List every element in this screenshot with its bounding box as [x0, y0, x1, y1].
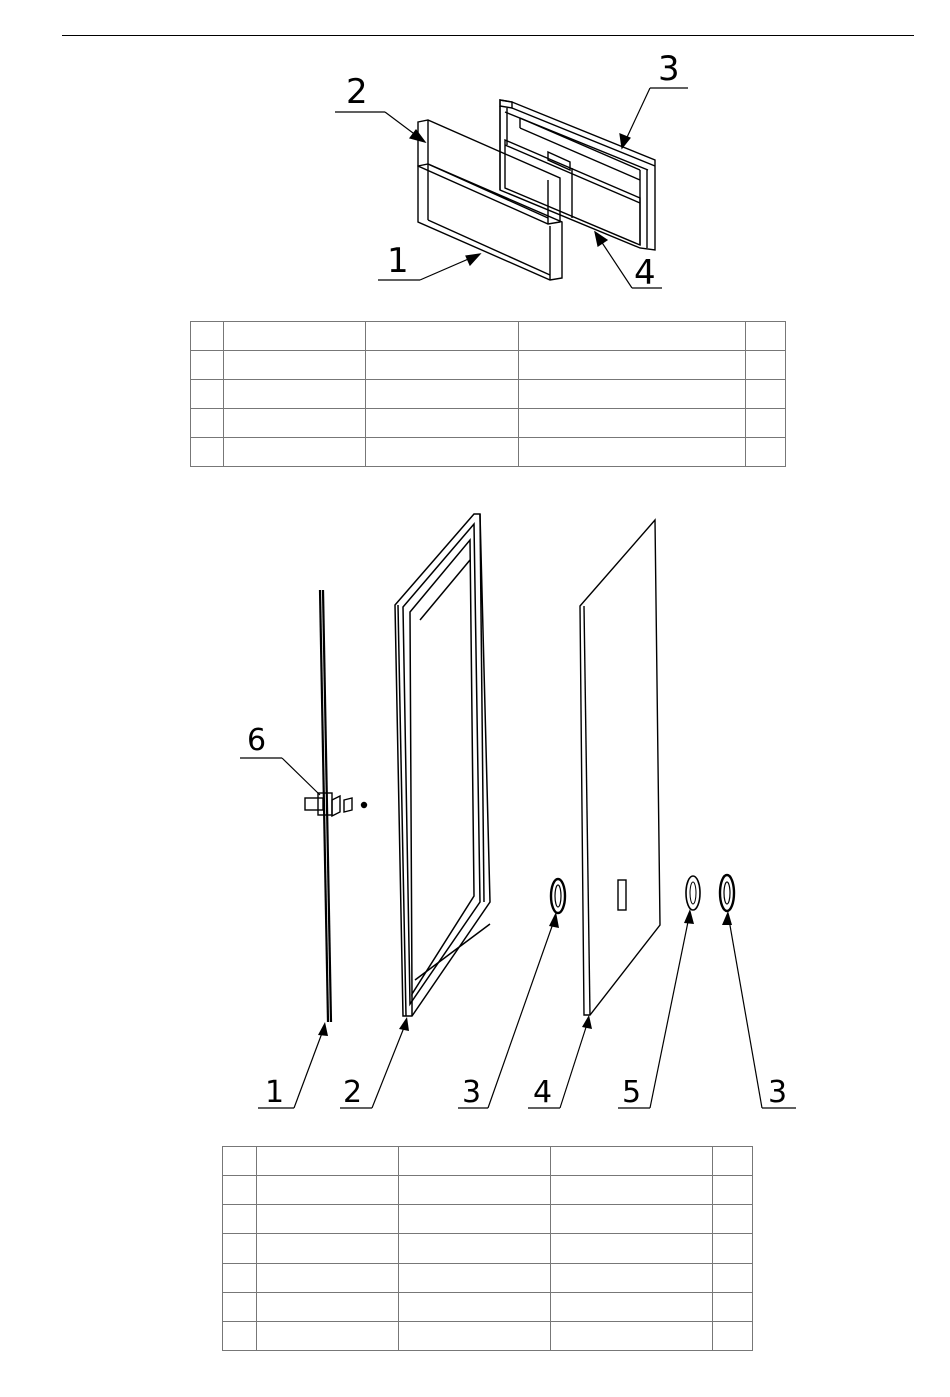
- callout-3-door: 3: [462, 1075, 482, 1110]
- table-cell: [551, 1292, 713, 1321]
- table-cell: [551, 1321, 713, 1350]
- callout-3b-door: 3: [768, 1075, 788, 1110]
- table-cell: [365, 380, 519, 409]
- table-cell: [519, 380, 746, 409]
- table-cell: [223, 1321, 257, 1350]
- door-leader-lines: [240, 758, 796, 1108]
- door-panel: [580, 520, 660, 1015]
- table-cell: [519, 409, 746, 438]
- table-cell: [713, 1321, 753, 1350]
- callout-1-top: 1: [387, 241, 409, 281]
- door-assembly-parts: [305, 514, 734, 1022]
- table-cell: [713, 1234, 753, 1263]
- top-parts-table: [190, 321, 786, 467]
- housing-box: [500, 100, 655, 250]
- table-cell: [223, 409, 365, 438]
- door-parts-table: [222, 1146, 753, 1351]
- table-row: [223, 1147, 753, 1176]
- table-cell: [713, 1263, 753, 1292]
- table-cell: [398, 1176, 551, 1205]
- front-panel: [418, 164, 562, 280]
- table-cell: [398, 1147, 551, 1176]
- table-cell: [551, 1205, 713, 1234]
- handle-rings: [551, 875, 734, 913]
- table-row: [191, 438, 786, 467]
- table-cell: [223, 1176, 257, 1205]
- table-cell: [256, 1205, 398, 1234]
- table-cell: [191, 351, 224, 380]
- latch-assembly: [305, 793, 367, 816]
- table-cell: [191, 380, 224, 409]
- table-cell: [746, 322, 786, 351]
- table-cell: [223, 1234, 257, 1263]
- table-cell: [713, 1147, 753, 1176]
- table-cell: [223, 351, 365, 380]
- top-assembly-parts: [418, 100, 655, 280]
- table-cell: [365, 322, 519, 351]
- table-cell: [713, 1205, 753, 1234]
- table-row: [223, 1176, 753, 1205]
- table-cell: [365, 409, 519, 438]
- table-cell: [223, 1292, 257, 1321]
- table-cell: [191, 438, 224, 467]
- table-row: [191, 351, 786, 380]
- table-cell: [398, 1263, 551, 1292]
- table-cell: [713, 1292, 753, 1321]
- table-cell: [223, 1205, 257, 1234]
- callout-2-top: 2: [346, 72, 368, 112]
- table-cell: [519, 438, 746, 467]
- table-row: [223, 1263, 753, 1292]
- table-row: [191, 380, 786, 409]
- table-cell: [256, 1147, 398, 1176]
- table-cell: [223, 438, 365, 467]
- table-cell: [256, 1263, 398, 1292]
- table-cell: [551, 1263, 713, 1292]
- table-cell: [519, 351, 746, 380]
- table-cell: [365, 351, 519, 380]
- callout-6-door: 6: [247, 723, 267, 758]
- table-cell: [256, 1321, 398, 1350]
- table-row: [223, 1234, 753, 1263]
- table-cell: [398, 1321, 551, 1350]
- table-row: [223, 1292, 753, 1321]
- callout-4-top: 4: [634, 253, 656, 293]
- table-row: [223, 1321, 753, 1350]
- table-cell: [223, 1263, 257, 1292]
- table-cell: [713, 1176, 753, 1205]
- table-cell: [551, 1147, 713, 1176]
- table-cell: [519, 322, 746, 351]
- table-cell: [746, 351, 786, 380]
- door-edge-strip: [320, 590, 331, 1022]
- callout-4-door: 4: [533, 1075, 553, 1110]
- table-cell: [256, 1234, 398, 1263]
- callout-1-door: 1: [265, 1075, 285, 1110]
- table-cell: [398, 1292, 551, 1321]
- table-cell: [223, 380, 365, 409]
- door-frame: [395, 514, 490, 1016]
- callout-2-door: 2: [343, 1075, 363, 1110]
- table-cell: [191, 409, 224, 438]
- table-cell: [746, 380, 786, 409]
- callout-3-top: 3: [658, 49, 680, 89]
- table-cell: [746, 438, 786, 467]
- table-cell: [256, 1176, 398, 1205]
- table-cell: [551, 1176, 713, 1205]
- table-cell: [223, 1147, 257, 1176]
- table-cell: [551, 1234, 713, 1263]
- table-row: [191, 409, 786, 438]
- top-assembly-drawing: [0, 0, 950, 320]
- table-cell: [191, 322, 224, 351]
- table-cell: [398, 1234, 551, 1263]
- table-row: [191, 322, 786, 351]
- table-cell: [365, 438, 519, 467]
- table-cell: [256, 1292, 398, 1321]
- table-cell: [746, 409, 786, 438]
- door-leader-arrows: [318, 909, 732, 1036]
- callout-5-door: 5: [622, 1075, 642, 1110]
- table-row: [223, 1205, 753, 1234]
- table-cell: [398, 1205, 551, 1234]
- table-cell: [223, 322, 365, 351]
